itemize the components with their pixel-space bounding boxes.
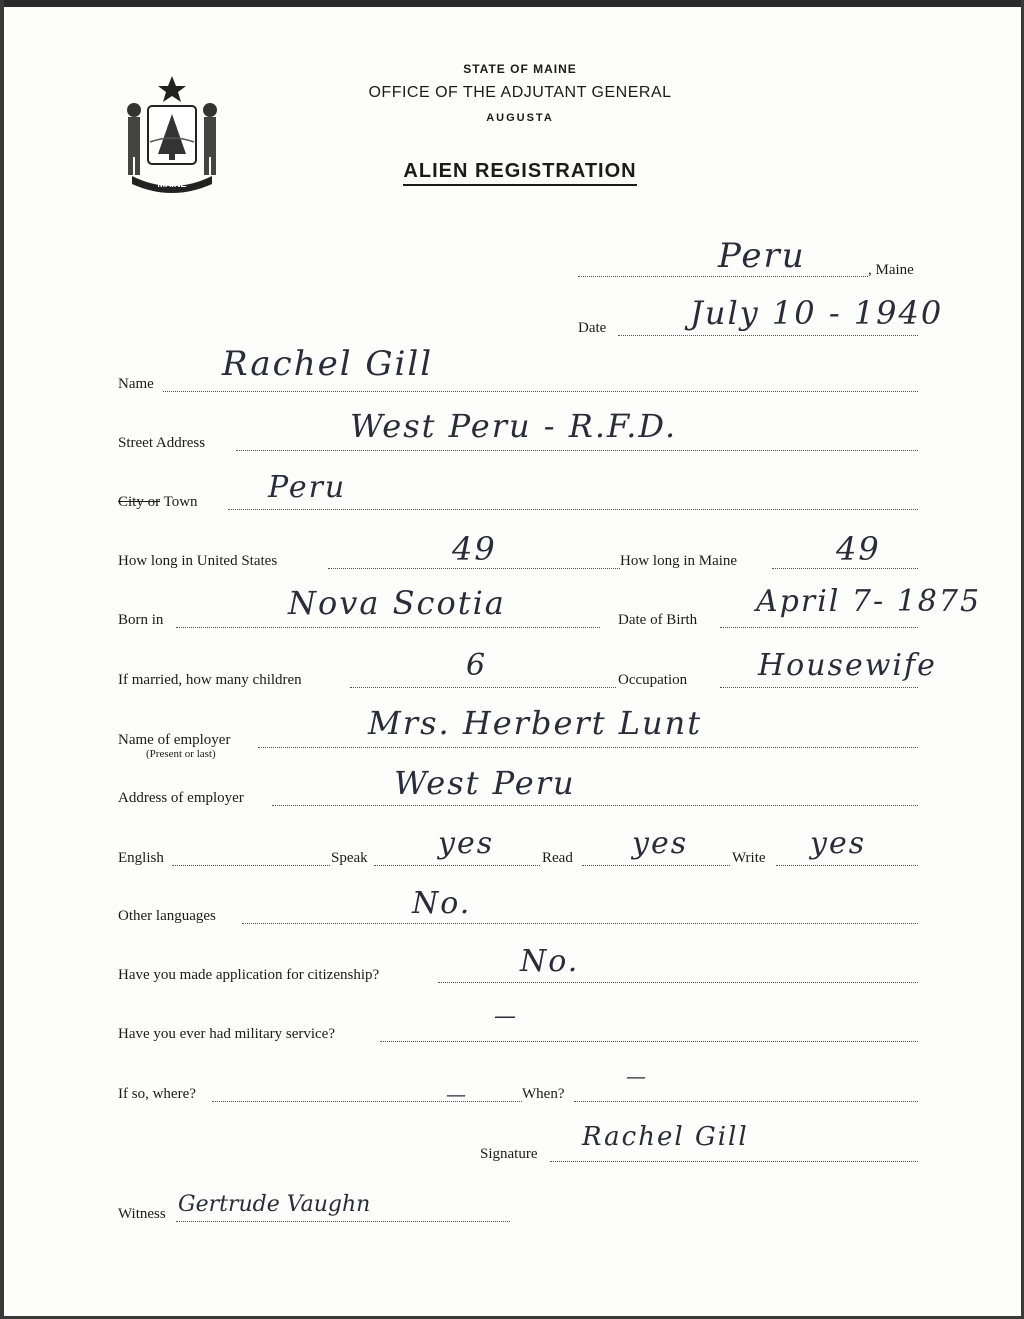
when-label: When? — [522, 1086, 565, 1102]
witness-value: Gertrude Vaughn — [178, 1192, 371, 1217]
employer-line — [258, 746, 918, 748]
street-line — [236, 449, 918, 451]
speak-value: yes — [438, 826, 495, 861]
other-languages-label: Other languages — [118, 908, 216, 924]
other-languages-line — [242, 922, 918, 924]
citizenship-value: No. — [520, 944, 580, 979]
children-line — [350, 686, 616, 688]
us-years-label: How long in United States — [118, 553, 278, 569]
us-years-value: 49 — [452, 530, 497, 568]
employer-sublabel: (Present or last) — [146, 748, 216, 760]
signature-line — [550, 1160, 918, 1162]
street-value: West Peru - R.F.D. — [350, 407, 678, 445]
speak-line — [374, 864, 540, 866]
city-label-struck: City or — [118, 494, 161, 510]
city-label — [118, 494, 198, 511]
header-city: AUGUSTA — [486, 112, 554, 124]
date-value: July 10 - 1940 — [690, 294, 944, 332]
when-value: — — [626, 1064, 648, 1088]
english-label: English — [118, 850, 164, 866]
dob-line — [720, 626, 918, 628]
name-line — [163, 390, 918, 392]
write-line — [776, 864, 918, 866]
form-title — [300, 160, 740, 183]
signature-label: Signature — [480, 1146, 538, 1162]
children-value: 6 — [466, 648, 488, 683]
dob-value: April 7- 1875 — [756, 584, 982, 619]
write-label: Write — [732, 850, 766, 866]
name-label: Name — [118, 376, 154, 392]
children-label: If married, how many children — [118, 672, 302, 688]
scan-edge-left — [0, 0, 4, 1319]
read-label: Read — [542, 850, 573, 866]
name-value: Rachel Gill — [222, 344, 434, 384]
date-line — [618, 334, 918, 336]
military-line — [380, 1040, 918, 1042]
city-value: Peru — [268, 470, 347, 505]
when-line — [574, 1100, 918, 1102]
place-label: , Maine — [868, 262, 914, 278]
employer-address-value: West Peru — [394, 764, 576, 802]
city-line — [228, 508, 918, 510]
header-state: STATE OF MAINE — [463, 62, 577, 76]
employer-address-line — [272, 804, 918, 806]
witness-label: Witness — [118, 1206, 166, 1222]
military-label: Have you ever had military service? — [118, 1026, 335, 1042]
dob-label: Date of Birth — [618, 612, 698, 628]
header-office: OFFICE OF THE ADJUTANT GENERAL — [368, 84, 672, 101]
english-line — [172, 864, 330, 866]
born-label: Born in — [118, 612, 164, 628]
read-line — [582, 864, 730, 866]
witness-line — [176, 1220, 510, 1222]
where-line — [212, 1100, 522, 1102]
seal-text: MAINE — [157, 179, 187, 189]
occupation-label: Occupation — [618, 672, 688, 688]
maine-years-label: How long in Maine — [620, 553, 738, 569]
military-value: — — [494, 1004, 518, 1029]
employer-address-label: Address of employer — [118, 790, 244, 806]
place-value: Peru — [718, 236, 806, 276]
born-line — [176, 626, 600, 628]
employer-label: Name of employer — [118, 732, 231, 748]
signature-value: Rachel Gill — [582, 1122, 749, 1152]
scan-edge-top — [0, 0, 1024, 7]
speak-label: Speak — [331, 850, 368, 866]
city-label-town: Town — [163, 494, 198, 510]
citizenship-label: Have you made application for citizenship? — [118, 967, 380, 983]
maine-years-value: 49 — [836, 530, 881, 568]
where-value: — — [446, 1082, 468, 1106]
where-label: If so, where? — [118, 1086, 196, 1102]
write-value: yes — [810, 826, 867, 861]
citizenship-line — [438, 981, 918, 983]
state-seal-icon — [118, 72, 226, 196]
date-label: Date — [578, 320, 607, 336]
occupation-line — [720, 686, 918, 688]
other-languages-value: No. — [412, 886, 472, 921]
street-label: Street Address — [118, 435, 206, 451]
born-value: Nova Scotia — [288, 584, 506, 622]
occupation-value: Housewife — [758, 648, 937, 683]
read-value: yes — [632, 826, 689, 861]
form-title-text: ALIEN REGISTRATION — [403, 160, 636, 186]
employer-value: Mrs. Herbert Lunt — [368, 704, 703, 742]
